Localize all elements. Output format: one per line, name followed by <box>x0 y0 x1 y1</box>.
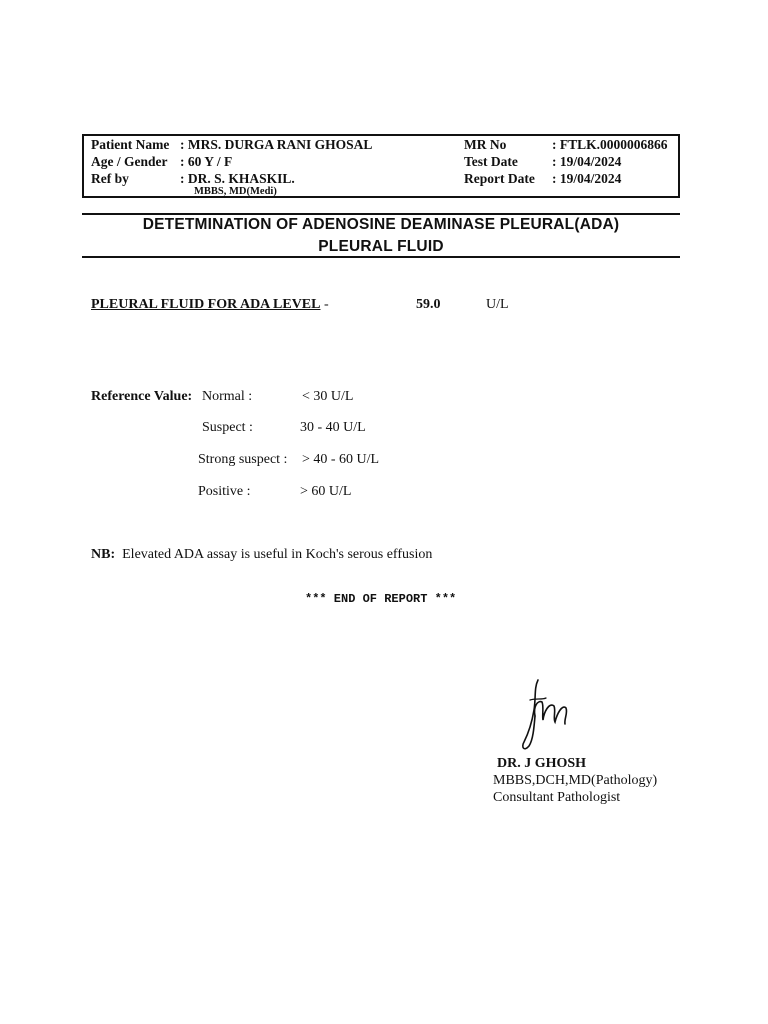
reference-label: Reference Value: <box>91 389 193 404</box>
signatory-qualification: MBBS,DCH,MD(Pathology) <box>493 773 658 788</box>
title-bottom-rule <box>82 256 680 258</box>
age-gender-value: : 60 Y / F <box>180 154 233 169</box>
report-date-label: Report Date <box>464 171 535 186</box>
ref-by-value: : DR. S. KHASKIL. <box>180 171 295 186</box>
result-value: 59.0 <box>416 297 441 312</box>
report-subtitle: PLEURAL FLUID <box>318 238 444 255</box>
mr-no-label: MR No <box>464 137 507 152</box>
test-name-line <box>91 297 329 313</box>
test-date-label: Test Date <box>464 154 518 169</box>
note-text: Elevated ADA assay is useful in Koch's serous effusion <box>122 547 433 562</box>
patient-name-value: : MRS. DURGA RANI GHOSAL <box>180 137 373 152</box>
reference-value-normal: < 30 U/L <box>302 389 354 404</box>
note-label: NB: <box>91 547 116 562</box>
mr-no-value: : FTLK.0000006866 <box>552 137 668 152</box>
report-title: DETETMINATION OF ADENOSINE DEAMINASE PLEURAL(ADA) <box>142 216 620 233</box>
ref-by-qualification: MBBS, MD(Medi) <box>194 186 277 197</box>
reference-name-suspect: Suspect : <box>202 420 253 435</box>
report-date-value: : 19/04/2024 <box>552 171 622 186</box>
signatory-name: DR. J GHOSH <box>497 756 587 771</box>
ref-by-label: Ref by <box>91 171 129 186</box>
title-top-rule <box>82 213 680 215</box>
signatory-designation: Consultant Pathologist <box>493 790 621 805</box>
test-name: PLEURAL FLUID FOR ADA LEVEL <box>91 297 321 312</box>
reference-name-strong-suspect: Strong suspect : <box>198 452 288 467</box>
result-unit: U/L <box>486 297 509 312</box>
age-gender-label: Age / Gender <box>91 154 168 169</box>
signature-image <box>516 676 580 754</box>
reference-value-positive: > 60 U/L <box>300 484 352 499</box>
reference-name-positive: Positive : <box>198 484 251 499</box>
end-of-report: *** END OF REPORT *** <box>305 592 457 606</box>
patient-name-label: Patient Name <box>91 137 170 152</box>
note-line <box>91 547 432 563</box>
reference-value-strong-suspect: > 40 - 60 U/L <box>302 452 380 467</box>
reference-name-normal: Normal : <box>202 389 253 404</box>
reference-value-suspect: 30 - 40 U/L <box>300 420 366 435</box>
test-separator: - <box>320 297 329 312</box>
test-date-value: : 19/04/2024 <box>552 154 622 169</box>
